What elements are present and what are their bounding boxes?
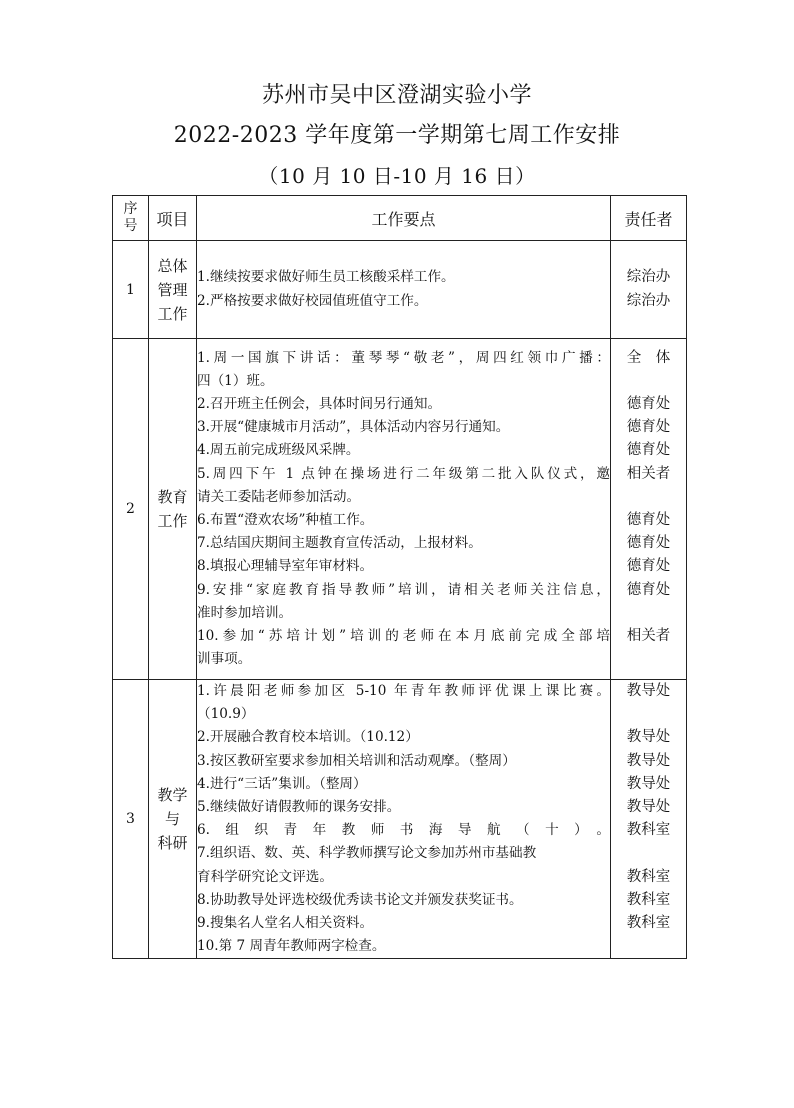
responsible-line: 德育处 [626,442,671,459]
responsible-line [611,370,686,393]
item-line: 教学 [157,786,188,805]
work-line: 四（1）班。 [197,372,274,389]
item-line: 教育 [157,488,188,506]
work-line: 7.组织语、数、英、科学教师撰写论文参加苏州市基础教 [197,845,537,862]
work-line: 5.继续做好请假教师的课务安排。 [197,799,401,816]
responsible [611,241,687,339]
row-number: 3 [113,680,149,959]
header-item: 项目 [149,196,197,241]
work-line: （10.9） [197,706,255,723]
work-line: 4.周五前完成班级风采牌。 [197,442,360,459]
table-row [113,339,687,680]
work-line: 1.周一国旗下讲话：董琴琴“敬老”，周四红领巾广播： [197,349,610,366]
row-number: 1 [113,241,149,339]
work-line: 5.周四下午 1 点钟在操场进行二年级第二批入队仪式，邀 [197,465,610,482]
responsible-line: 全 体 [626,349,671,366]
work-line: 8.填报心理辅导室年审材料。 [197,558,374,575]
header-work-points: 工作要点 [197,196,611,241]
responsible-line [611,486,686,509]
header-number [113,196,149,241]
responsible-line: 教导处 [626,799,671,816]
responsible-line: 教科室 [626,891,671,908]
responsible-line: 综治办 [626,269,671,286]
work-line: 育科学研究论文评选。 [197,868,333,885]
work-line: 4.进行“三话”集训。（整周） [197,775,367,792]
item-line: 总体 [157,256,188,275]
responsible-line [611,842,686,865]
work-line: 3.按区教研室要求参加相关培训和活动观摩。（整周） [197,752,516,769]
responsible-line: 教科室 [626,868,671,885]
row-item [149,680,197,959]
responsible-line: 相关者 [626,628,671,644]
responsible-line: 教导处 [626,683,671,700]
responsible-line: 德育处 [626,419,671,436]
work-line: 9.安排“家庭教育指导教师”培训，请相关老师关注信息， [197,581,610,598]
table-header-row [113,196,687,241]
work-points [197,680,611,959]
school-name: 苏州市吴中区澄湖实验小学 [261,83,532,108]
row-item [149,241,197,339]
item-line: 工作 [157,304,188,323]
work-line: 2.开展融合教育校本培训。（10.12） [197,729,419,746]
work-plan-table [112,195,687,959]
item-line: 与 [164,810,180,829]
responsible-line [611,602,686,625]
header-responsible: 责任者 [611,196,687,241]
work-line: 9.搜集名人堂名人相关资料。 [197,915,374,932]
responsible-line: 教科室 [626,822,671,839]
responsible-line [611,648,686,671]
responsible-line: 相关者 [626,465,671,482]
row-number: 2 [113,339,149,680]
responsible-line: 教科室 [626,915,671,932]
work-line: 2.召开班主任例会，具体时间另行通知。 [197,395,442,412]
responsible-line [611,703,686,726]
header-number-line: 序 [123,201,138,217]
table-row [113,241,687,339]
responsible-line: 德育处 [626,581,671,598]
work-line: 10.参加“苏培计划”培训的老师在本月底前完成全部培 [197,628,610,645]
responsible-line: 德育处 [626,396,671,412]
work-line: 1.继续按要求做好师生员工核酸采样工作。 [197,269,455,286]
work-line: 2.严格按要求做好校园值班值守工作。 [197,292,428,309]
work-line: 6.布置“澄欢农场”种植工作。 [197,512,374,528]
date-range: （10 月 10 日-10 月 16 日） [258,164,536,188]
responsible-line: 德育处 [626,558,671,575]
document-title: 2022-2023 学年度第一学期第七周工作安排 [173,123,621,148]
item-line: 科研 [157,834,188,853]
work-line: 请关工委陆老师参加活动。 [197,488,361,505]
responsible-line: 教导处 [626,752,671,769]
responsible-line: 教导处 [626,729,671,746]
work-line: 训事项。 [197,651,252,668]
item-line: 管理 [157,280,188,299]
work-line: 1.许晨阳老师参加区 5-10 年青年教师评优课上课比赛。 [197,683,610,699]
table-row [113,680,687,959]
work-line: 8.协助教导处评选校级优秀读书论文并颁发获奖证书。 [197,891,523,908]
row-item [149,339,197,680]
responsible [611,680,687,959]
header-number-line: 号 [123,218,138,234]
work-line: 6.组织青年教师书海导航（十）。 [197,822,610,839]
responsible-line: 德育处 [626,535,671,552]
item-line: 工作 [157,512,188,530]
responsible-line: 综治办 [626,292,671,309]
responsible-line: 德育处 [626,512,671,528]
work-line: 3.开展“健康城市月活动”，具体活动内容另行通知。 [197,419,510,436]
work-line: 10.第 7 周青年教师两字检查。 [197,938,386,955]
responsible-line [611,935,686,958]
responsible-line: 教导处 [626,775,671,792]
work-points [197,339,611,680]
work-line: 准时参加培训。 [197,604,293,621]
responsible [611,339,687,680]
work-points [197,241,611,339]
work-line: 7.总结国庆期间主题教育宣传活动，上报材料。 [197,535,482,552]
